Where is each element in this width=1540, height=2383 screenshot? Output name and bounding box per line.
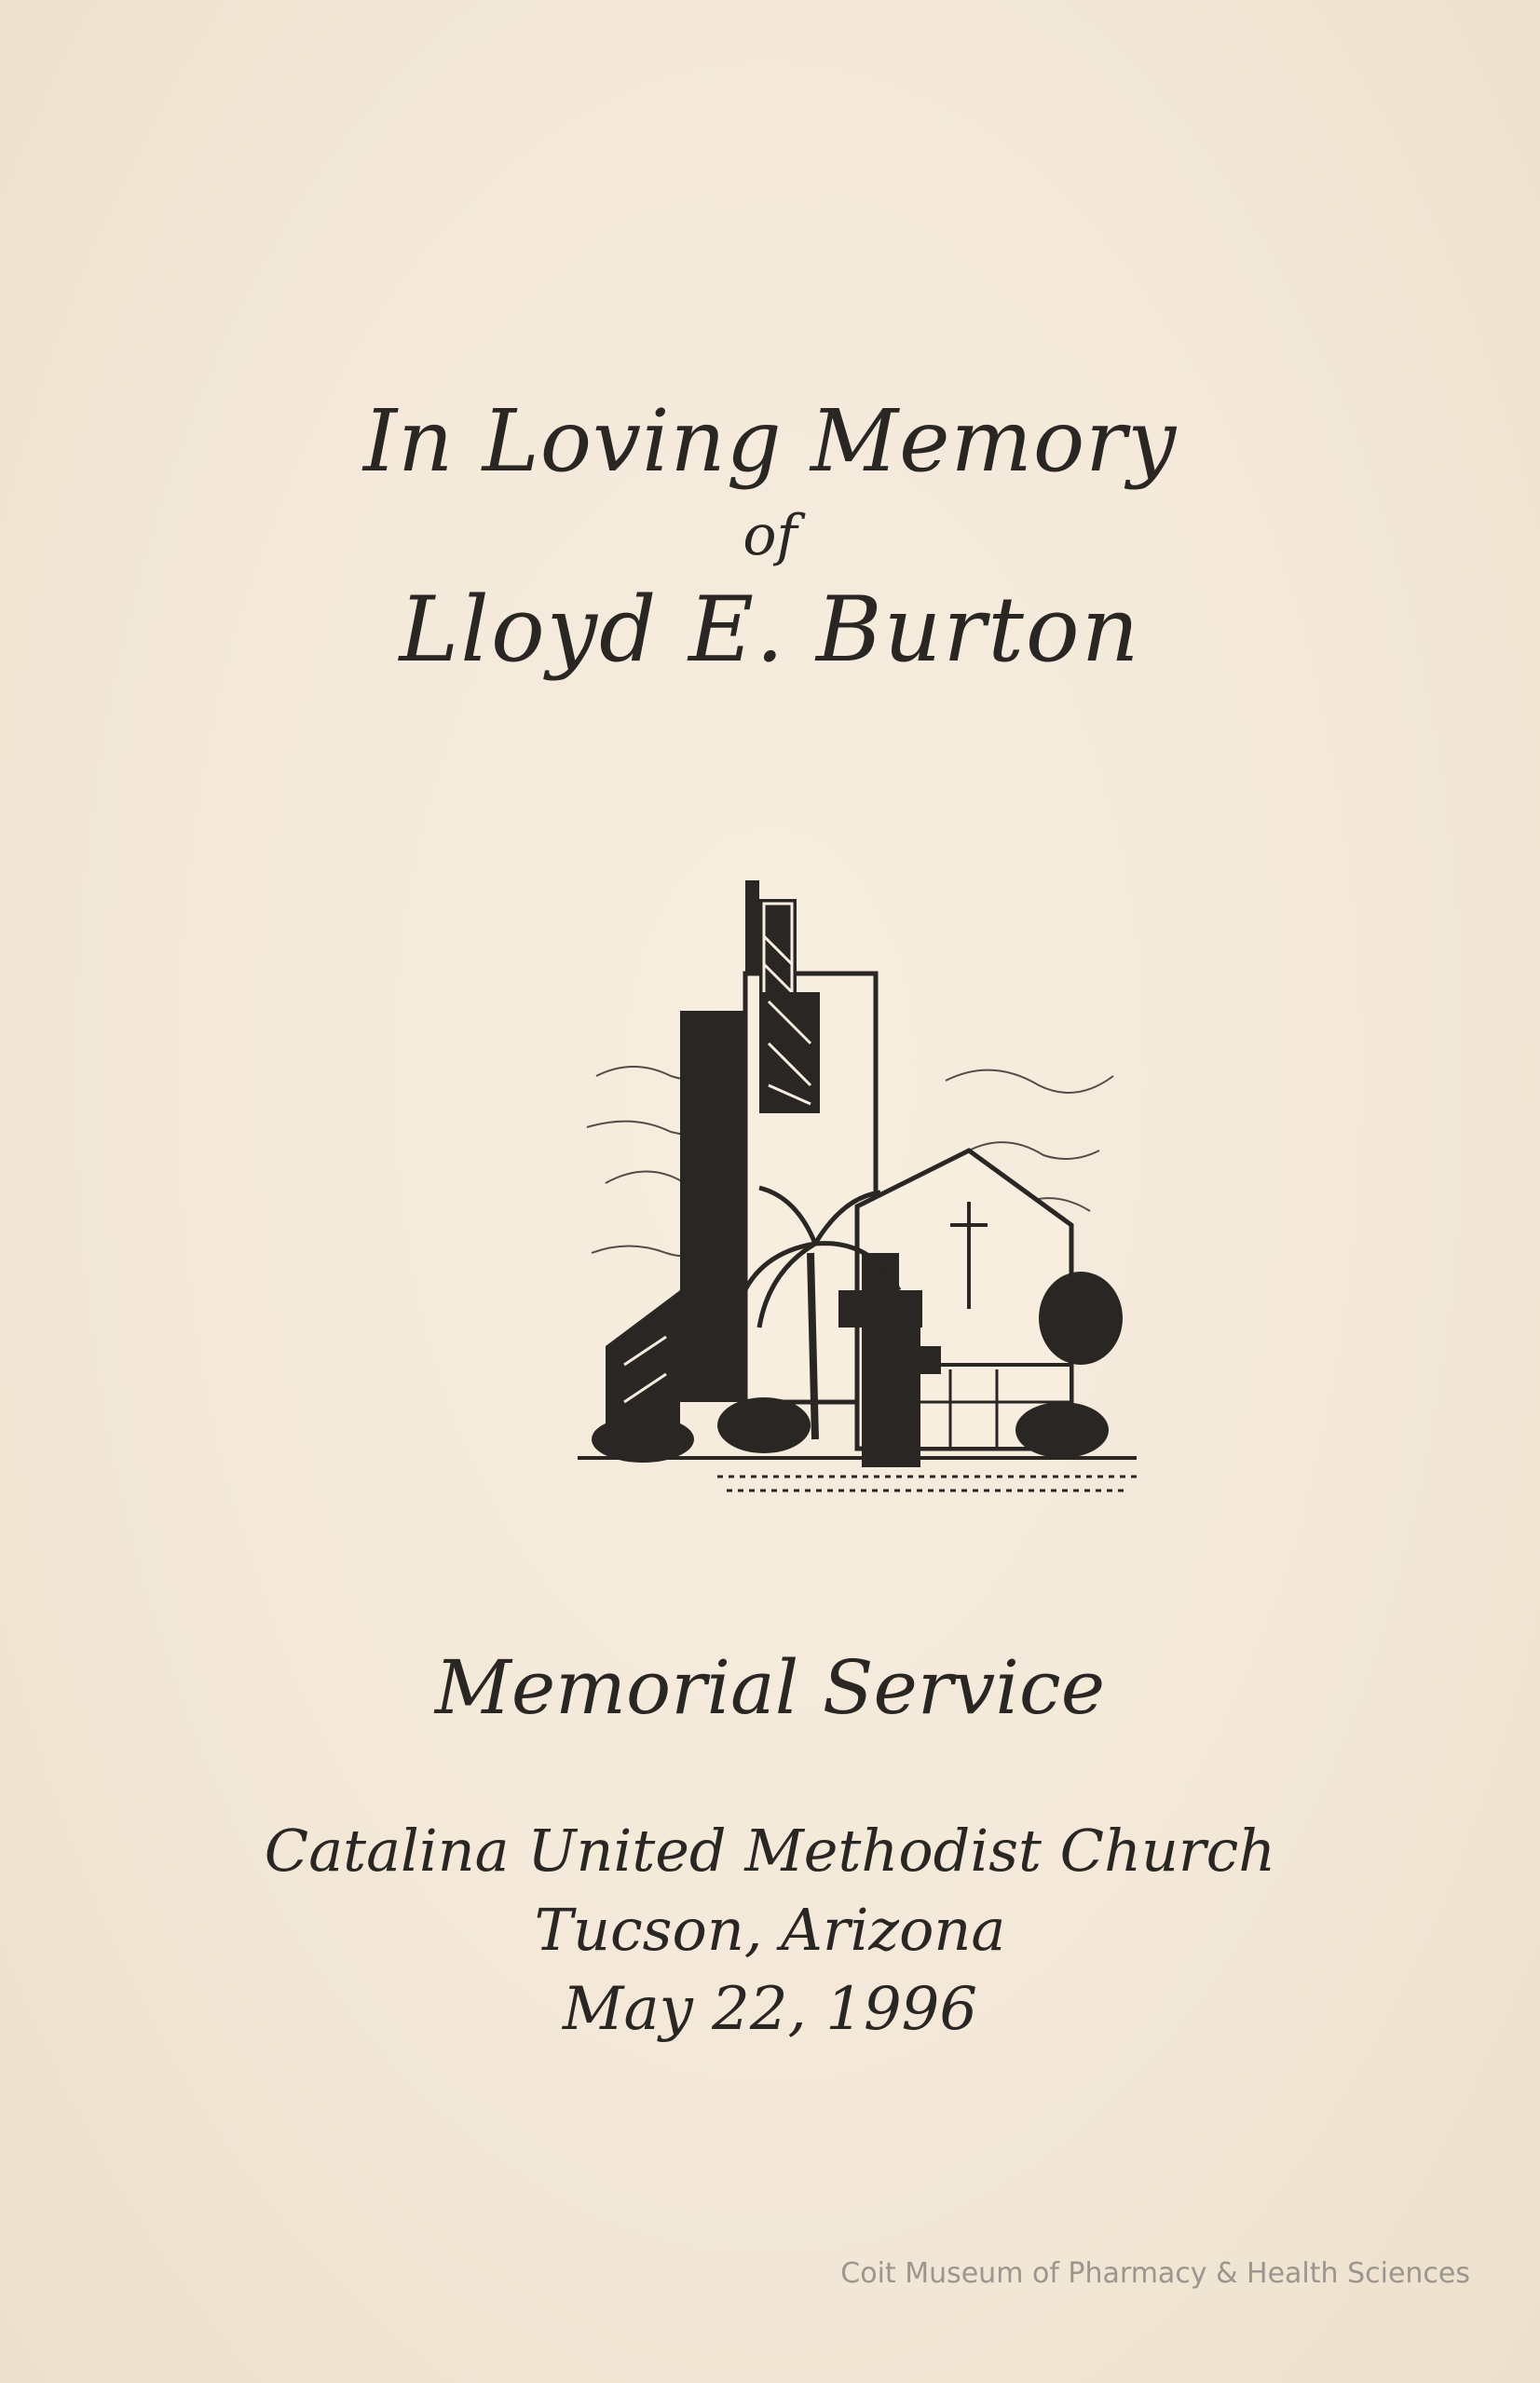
- museum-watermark: Coit Museum of Pharmacy & Health Sciences: [840, 2257, 1470, 2290]
- church-name: Catalina United Methodist Church: [264, 1817, 1276, 1885]
- service-title: Memorial Service: [434, 1644, 1106, 1731]
- memorial-heading-of: of: [743, 503, 797, 568]
- memorial-heading: In Loving Memory: [362, 391, 1178, 491]
- church-location: Tucson, Arizona: [534, 1896, 1006, 1964]
- service-date: May 22, 1996: [562, 1975, 978, 2044]
- church-illustration: [578, 880, 1137, 1514]
- deceased-name: Lloyd E. Burton: [399, 578, 1141, 682]
